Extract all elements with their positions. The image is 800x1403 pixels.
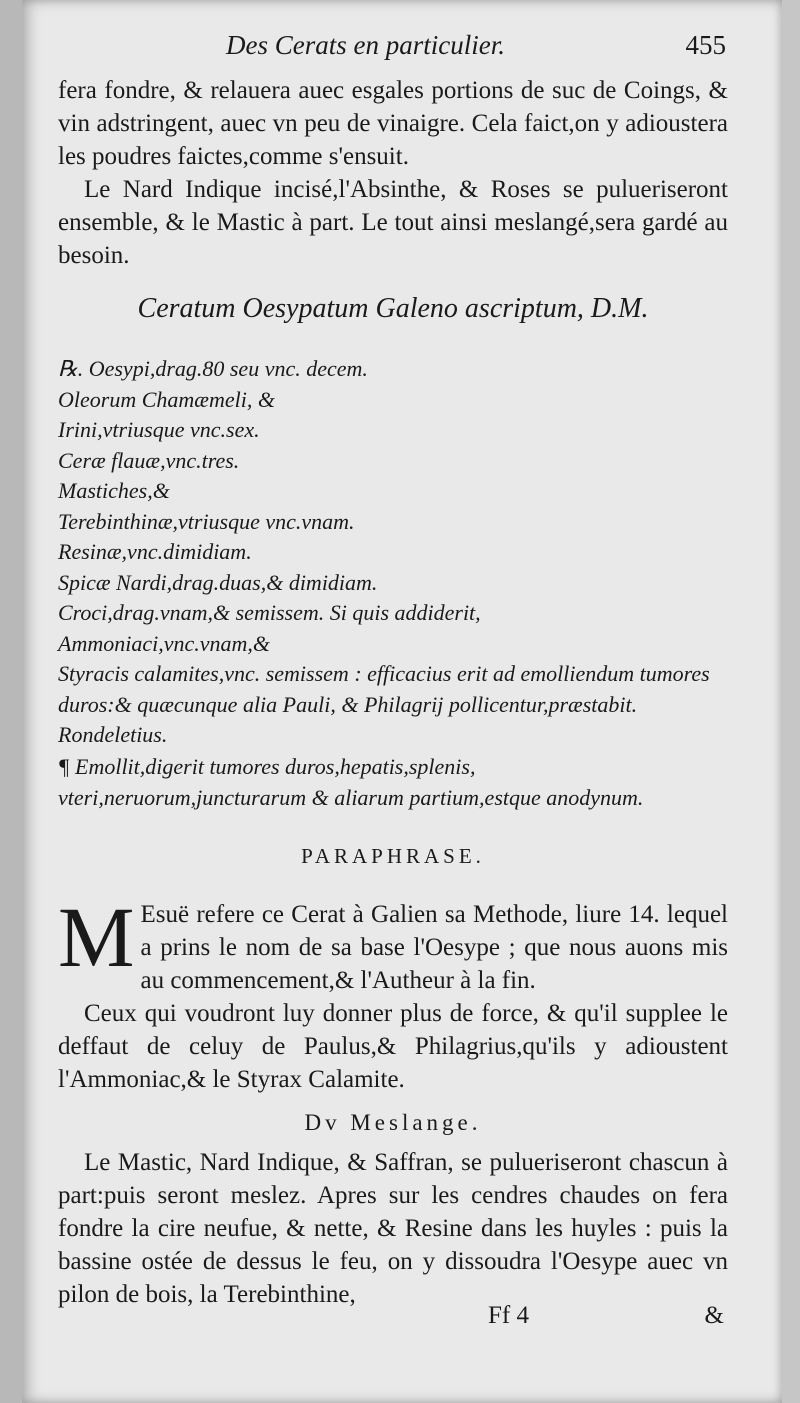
mix-paragraph: Le Mastic, Nard Indique, & Saffran, se pulueriseront chascun à part:puis seront meslez. Apres sur les cendres chaudes on fera fondre la cire neufue, & nette, & Resine dans les huyles : puis la bassine ostée de dessus le feu, on y dissoudra l'Oesype auec vn pilon de bois, la Terebinthine,: [58, 1149, 728, 1308]
recipe-line: Ceræ flauæ,vnc.tres.: [58, 447, 240, 473]
recipe-line: Mastiches,&: [58, 478, 170, 503]
recipe-line: Ammoniaci,vnc.vnam,&: [58, 630, 270, 656]
recipe-title: Ceratum Oesypatum Galeno ascriptum, D.M.: [137, 293, 649, 324]
mix-heading: Dv Meslange.: [304, 1110, 482, 1135]
recipe-line: Croci,drag.vnam,& semissem. Si quis addiderit,: [58, 600, 481, 625]
drop-cap: M: [58, 889, 135, 985]
paraphrase-paragraph: [58, 889, 728, 997]
page-header: [58, 30, 728, 70]
intro-paragraph: fera fondre, & relauera auec esgales portions de suc de Coings, & vin adstringent, auec vn peu de vinaigre. Cela faict,on y adioustera les poudres faictes,comme s'ensuit.: [58, 77, 728, 170]
recipe-line: Irini,vtriusque vnc.sex.: [58, 417, 260, 442]
intro-paragraph: Le Nard Indique incisé,l'Absinthe, & Roses se pulueriseront ensemble, & le Mastic à part. Le tout ainsi meslangé,sera gardé au besoin.: [58, 176, 728, 269]
page-edge: [782, 0, 800, 1403]
recipe-list: [58, 354, 728, 751]
recipe-note: ¶ Emollit,digerit tumores duros,hepatis,splenis, vteri,neruorum,juncturarum & aliarum partium,estque anodynum.: [58, 754, 644, 810]
catchword: &: [704, 1302, 724, 1329]
recipe-line: Oleorum Chamæmeli, &: [58, 386, 275, 412]
mix-section: [58, 1146, 728, 1311]
page-footer: [58, 1302, 728, 1338]
recipe-line: ℞. Oesypi,drag.80 seu vnc. decem.: [58, 356, 368, 381]
intro-section: [58, 74, 728, 272]
recipe-line: Resinæ,vnc.dimidiam.: [58, 539, 252, 564]
paraphrase-heading: PARAPHRASE.: [301, 844, 485, 868]
running-title: Des Cerats en particulier.: [226, 30, 505, 60]
book-gutter: [0, 0, 22, 1403]
recipe-line: Terebinthinæ,vtriusque vnc.vnam.: [58, 508, 355, 534]
recipe-line: Styracis calamites,vnc. semissem : efficacius erit ad emolliendum tumores duros:& quæcunque alia Pauli, & Philagrij pollicentur,præstabit. Rondeletius.: [58, 661, 710, 747]
paraphrase-text: Esuë refere ce Cerat à Galien sa Methode, liure 14. lequel a prins le nom de sa base l'Oesype ; que nous auons mis au commencement,& l'Autheur à la fin.: [140, 901, 728, 994]
signature-mark: Ff 4: [488, 1302, 529, 1329]
page-number: 455: [685, 30, 726, 60]
paraphrase-paragraph: Ceux qui voudront luy donner plus de force, & qu'il supplee le deffaut de celuy de Paulus,& Philagrius,qu'ils y adioustent l'Ammoniac,& le Styrax Calamite.: [58, 1000, 728, 1093]
recipe-line: Spicæ Nardi,drag.duas,& dimidiam.: [58, 569, 378, 595]
paraphrase-section: [58, 889, 728, 1096]
